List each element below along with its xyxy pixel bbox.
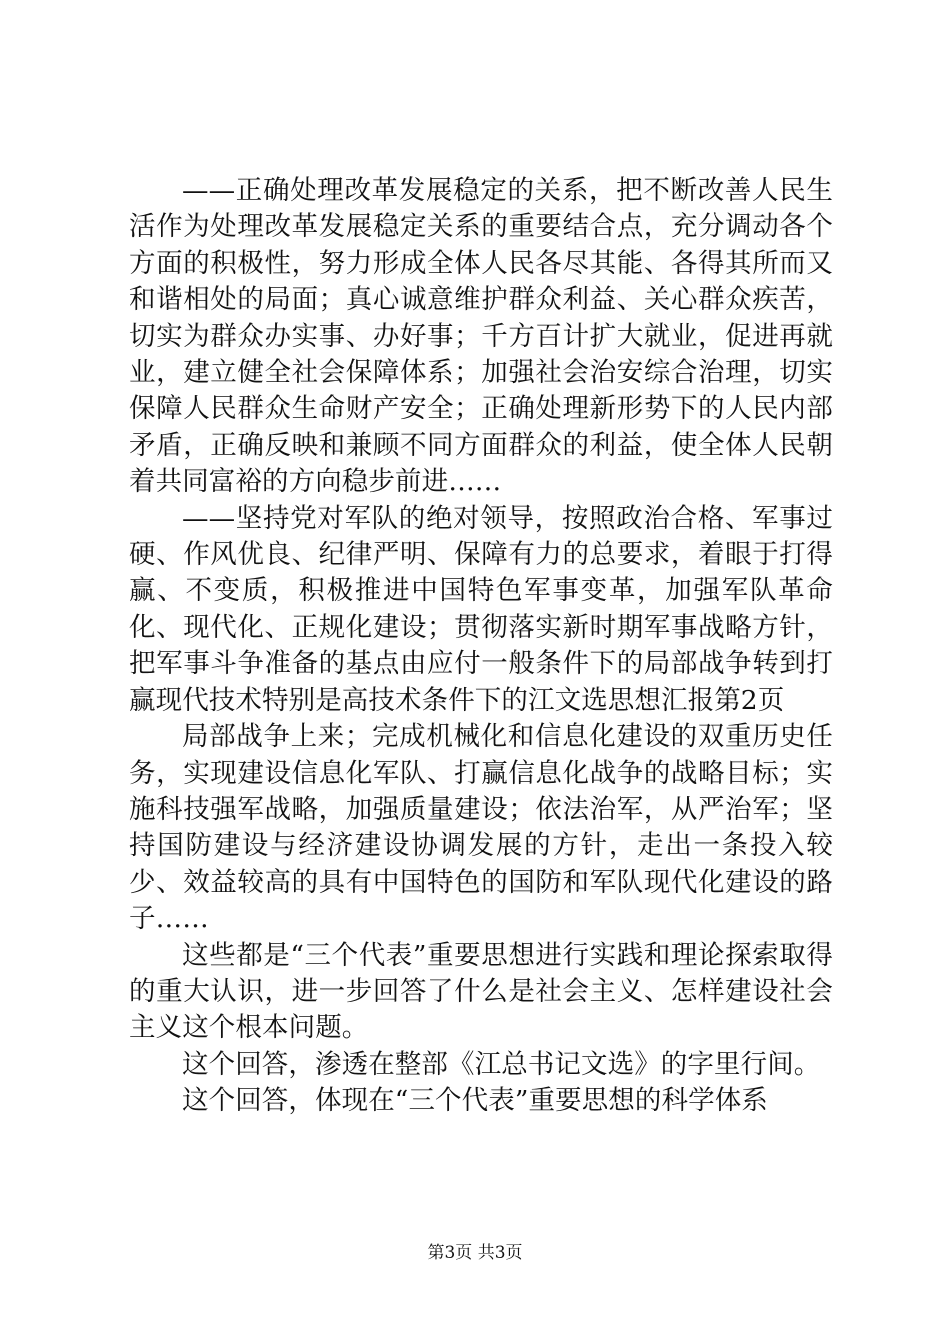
paragraph-military-leadership: ——坚持党对军队的绝对领导，按照政治合格、军事过硬、作风优良、纪律严明、保障有力的总要求，着眼于打得赢、不变质，积极推进中国特色军事变革，加强军队革命化、现代化、正规化建设；贯彻落实新时期军事战略方针，把军事斗争准备的基点由应付一般条件下的局部战争转到打赢现代技术特别是高技术条件下的江文选思想汇报第2页: [129, 502, 833, 716]
document-body: [129, 173, 833, 1120]
paragraph-answer-scientific-system: 这个回答，体现在“三个代表”重要思想的科学体系: [182, 1085, 768, 1117]
paragraph-three-represents: 这些都是“三个代表”重要思想进行实践和理论探索取得的重大认识，进一步回答了什么是社会主义、怎样建设社会主义这个根本问题。: [129, 939, 833, 1044]
paragraph-answer-selected-works: 这个回答，渗透在整部《江总书记文选》的字里行间。: [182, 1048, 821, 1080]
paragraph-local-war: 局部战争上来；完成机械化和信息化建设的双重历史任务，实现建设信息化军队、打赢信息化战争的战略目标；实施科技强军战略，加强质量建设；依法治军，从严治军；坚持国防建设与经济建设协调发展的方针，走出一条投入较少、效益较高的具有中国特色的国防和军队现代化建设的路子……: [129, 721, 833, 935]
page-footer: 第3页 共3页: [427, 1243, 523, 1263]
paragraph-reform-stability: ——正确处理改革发展稳定的关系，把不断改善人民生活作为处理改革发展稳定关系的重要结合点，充分调动各个方面的积极性，努力形成全体人民各尽其能、各得其所而又和谐相处的局面；真心诚意维护群众利益、关心群众疾苦，切实为群众办实事、办好事；千方百计扩大就业，促进再就业，建立健全社会保障体系；加强社会治安综合治理，切实保障人民群众生命财产安全；正确处理新形势下的人民内部矛盾，正确反映和兼顾不同方面群众的利益，使全体人民朝着共同富裕的方向稳步前进……: [129, 175, 833, 498]
